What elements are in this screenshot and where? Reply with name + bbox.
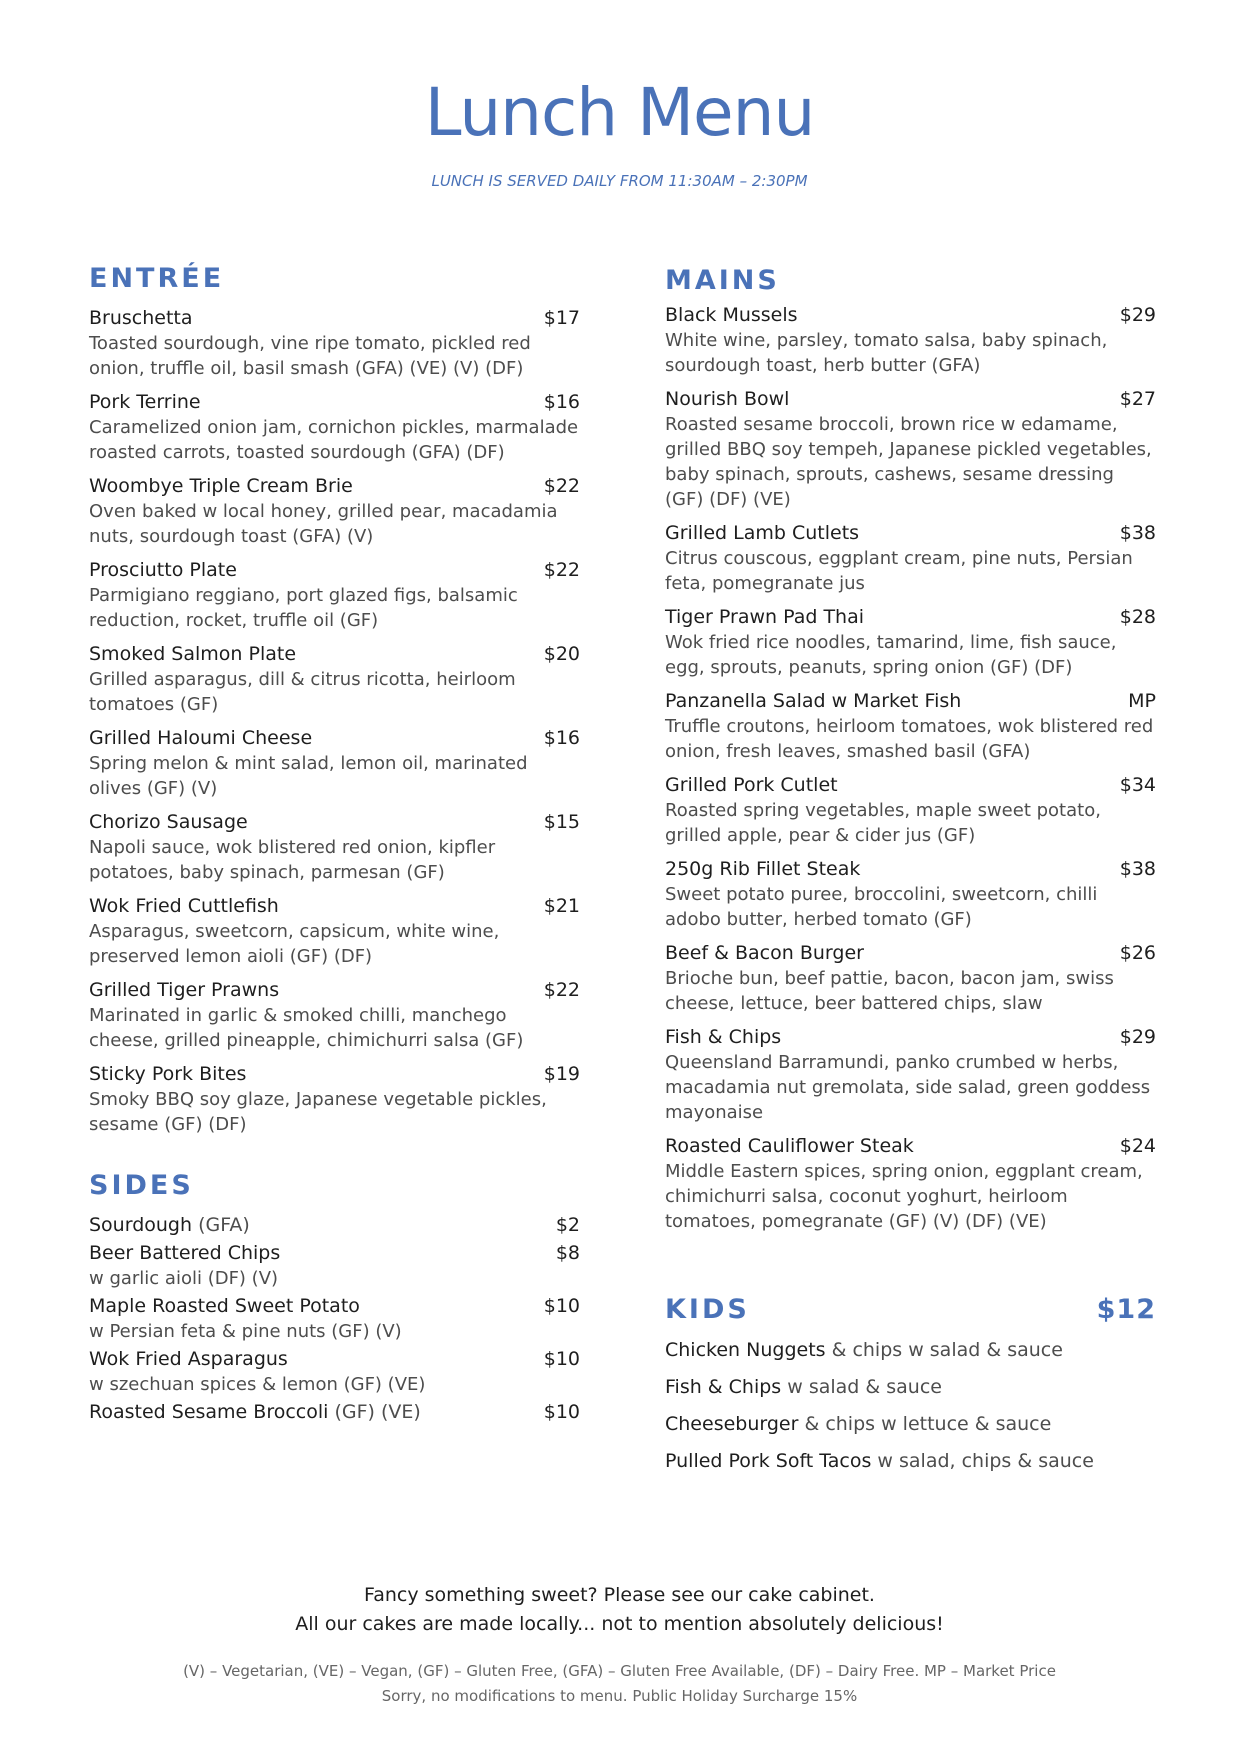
item-name-text: Roasted Sesame Broccoli — [89, 1401, 329, 1423]
item-name — [89, 643, 296, 665]
menu-item-header — [89, 726, 580, 751]
menu-item-header — [665, 303, 1156, 328]
kids-section — [665, 1294, 1156, 1474]
item-description: Grilled asparagus, dill & citrus ricotta, heirloom tomatoes (GF) — [89, 669, 516, 715]
item-name — [665, 858, 860, 880]
item-price: $38 — [1119, 858, 1156, 880]
item-name — [665, 304, 798, 326]
menu-item — [89, 1294, 580, 1344]
item-price: $15 — [543, 811, 580, 833]
item-name-text: Grilled Haloumi Cheese — [89, 727, 313, 749]
item-name-text: Grilled Pork Cutlet — [665, 774, 838, 796]
item-name — [89, 727, 312, 749]
item-description: Queensland Barramundi, panko crumbed w herbs, macadamia nut gremolata, side salad, green goddess mayonaise — [665, 1052, 1151, 1123]
menu-item-header — [665, 605, 1156, 630]
menu-item — [665, 605, 1156, 680]
mains-list — [665, 303, 1156, 1234]
menu-item — [89, 642, 580, 717]
menu-item-header — [89, 474, 580, 499]
item-dietary-tags: (GFA) — [192, 1214, 250, 1236]
item-price: $21 — [543, 895, 580, 917]
menu-item — [89, 894, 580, 969]
mains-section — [665, 265, 1156, 1234]
item-description: Citrus couscous, eggplant cream, pine nuts, Persian feta, pomegranate jus — [665, 548, 1133, 594]
menu-item-header — [89, 642, 580, 667]
sides-list — [89, 1213, 580, 1425]
menu-item-header — [665, 1025, 1156, 1050]
item-price: $10 — [543, 1348, 580, 1370]
menu-item-header — [665, 689, 1156, 714]
item-name-text: Fish & Chips — [665, 1026, 782, 1048]
page-title: Lunch Menu — [424, 74, 815, 151]
menu-item-header — [89, 390, 580, 415]
dietary-legend — [0, 1659, 1239, 1709]
item-name — [665, 1135, 914, 1157]
item-price: $29 — [1119, 1026, 1156, 1048]
entree-section — [89, 263, 580, 1137]
item-description: w szechuan spices & lemon (GF) (VE) — [89, 1374, 426, 1395]
dessert-line-2: All our cakes are made locally... not to mention absolutely delicious! — [295, 1613, 944, 1635]
kids-item-description: & chips w salad & sauce — [825, 1339, 1063, 1361]
kids-item — [665, 1449, 1156, 1474]
menu-item — [89, 474, 580, 549]
kids-title: KIDS — [665, 1294, 750, 1325]
item-name-text: Grilled Tiger Prawns — [89, 979, 280, 1001]
item-name — [89, 895, 279, 917]
item-price: $27 — [1119, 388, 1156, 410]
menu-item — [665, 521, 1156, 596]
kids-heading — [665, 1294, 1156, 1326]
menu-item — [665, 303, 1156, 378]
kids-item-name: Fish & Chips — [665, 1376, 782, 1398]
item-price: $16 — [543, 391, 580, 413]
item-description: Asparagus, sweetcorn, capsicum, white wine, preserved lemon aioli (GF) (DF) — [89, 921, 500, 967]
menu-item — [665, 941, 1156, 1016]
kids-item — [665, 1338, 1156, 1363]
item-name — [665, 774, 838, 796]
item-description: Spring melon & mint salad, lemon oil, marinated olives (GF) (V) — [89, 753, 528, 799]
menu-item — [89, 390, 580, 465]
item-description: Wok fried rice noodles, tamarind, lime, fish sauce, egg, sprouts, peanuts, spring onion (GF) (DF) — [665, 632, 1117, 678]
item-name — [89, 1214, 250, 1236]
item-name-text: Beef & Bacon Burger — [665, 942, 864, 964]
item-price: $24 — [1119, 1135, 1156, 1157]
menu-item — [665, 1134, 1156, 1234]
item-price: $8 — [555, 1242, 580, 1264]
item-name-text: Pork Terrine — [89, 391, 201, 413]
menu-item-header — [89, 1062, 580, 1087]
item-name — [665, 388, 789, 410]
item-name-text: Beer Battered Chips — [89, 1242, 281, 1264]
item-description: Brioche bun, beef pattie, bacon, bacon jam, swiss cheese, lettuce, beer battered chips, slaw — [665, 968, 1114, 1014]
dessert-note — [0, 1581, 1239, 1639]
item-name-text: Panzanella Salad w Market Fish — [665, 690, 962, 712]
menu-item-header — [89, 1241, 580, 1266]
item-name-text: Tiger Prawn Pad Thai — [665, 606, 865, 628]
item-description: Napoli sauce, wok blistered red onion, kipfler potatoes, baby spinach, parmesan (GF) — [89, 837, 496, 883]
menu-item-header — [665, 521, 1156, 546]
kids-item — [665, 1412, 1156, 1437]
item-name — [665, 942, 864, 964]
item-price: $10 — [543, 1295, 580, 1317]
item-price: $22 — [543, 559, 580, 581]
item-price: $20 — [543, 643, 580, 665]
item-description: Roasted spring vegetables, maple sweet potato, grilled apple, pear & cider jus (GF) — [665, 800, 1101, 846]
item-name-text: Maple Roasted Sweet Potato — [89, 1295, 360, 1317]
item-price: $17 — [543, 307, 580, 329]
menu-item — [89, 1213, 580, 1238]
item-price: $22 — [543, 475, 580, 497]
menu-item — [89, 810, 580, 885]
item-price: MP — [1128, 690, 1156, 712]
menu-item-header — [89, 894, 580, 919]
item-name-text: Bruschetta — [89, 307, 193, 329]
menu-item — [665, 773, 1156, 848]
right-column — [665, 263, 1156, 1486]
menu-item — [89, 726, 580, 801]
item-description: Marinated in garlic & smoked chilli, manchego cheese, grilled pineapple, chimichurri salsa (GF) — [89, 1005, 524, 1051]
item-price: $38 — [1119, 522, 1156, 544]
item-price: $19 — [543, 1063, 580, 1085]
menu-item — [665, 1025, 1156, 1125]
item-name-text: 250g Rib Fillet Steak — [665, 858, 861, 880]
menu-item-header — [89, 1294, 580, 1319]
item-name — [89, 1063, 246, 1085]
surcharge-line: Sorry, no modifications to menu. Public Holiday Surcharge 15% — [381, 1687, 858, 1705]
item-name — [89, 1242, 280, 1264]
item-description: Roasted sesame broccoli, brown rice w edamame, grilled BBQ soy tempeh, Japanese pickled vegetables, baby spinach, sprouts, cashews, sesame dressing (GF) (DF) (VE) — [665, 414, 1152, 510]
item-name — [89, 1295, 360, 1317]
entree-list — [89, 306, 580, 1137]
menu-item-header — [665, 773, 1156, 798]
menu-item — [89, 1062, 580, 1137]
item-price: $16 — [543, 727, 580, 749]
item-name — [665, 606, 864, 628]
menu-item — [89, 306, 580, 381]
item-price: $28 — [1119, 606, 1156, 628]
kids-list — [665, 1338, 1156, 1474]
kids-item-description: w salad, chips & sauce — [871, 1450, 1094, 1472]
item-name — [89, 307, 193, 329]
kids-item — [665, 1375, 1156, 1400]
item-dietary-tags: (GF) (VE) — [328, 1401, 421, 1423]
menu-item-header — [89, 1213, 580, 1238]
dessert-line-1: Fancy something sweet? Please see our cake cabinet. — [364, 1584, 875, 1606]
left-column — [89, 263, 580, 1428]
menu-item — [89, 1241, 580, 1291]
menu-item — [89, 1347, 580, 1397]
item-description: Smoky BBQ soy glaze, Japanese vegetable pickles, sesame (GF) (DF) — [89, 1089, 547, 1135]
menu-item — [665, 857, 1156, 932]
item-description: Truffle croutons, heirloom tomatoes, wok blistered red onion, fresh leaves, smashed basil (GFA) — [665, 716, 1154, 762]
menu-item-header — [89, 810, 580, 835]
item-name — [89, 1401, 421, 1423]
item-name — [665, 1026, 781, 1048]
item-name — [89, 979, 279, 1001]
menu-item — [89, 558, 580, 633]
legend-line: (V) – Vegetarian, (VE) – Vegan, (GF) – Gluten Free, (GFA) – Gluten Free Available, (DF) – Dairy Free. MP – Market Price — [183, 1662, 1056, 1680]
menu-item-header — [89, 1400, 580, 1425]
item-price: $10 — [543, 1401, 580, 1423]
item-description: Caramelized onion jam, cornichon pickles, marmalade roasted carrots, toasted sourdough (GFA) (DF) — [89, 417, 579, 463]
item-name — [89, 559, 237, 581]
menu-item-header — [89, 978, 580, 1003]
item-name-text: Nourish Bowl — [665, 388, 790, 410]
item-name-text: Smoked Salmon Plate — [89, 643, 297, 665]
menu-item-header — [665, 941, 1156, 966]
item-price: $26 — [1119, 942, 1156, 964]
kids-item-name: Chicken Nuggets — [665, 1339, 826, 1361]
mains-heading: MAINS — [665, 265, 780, 296]
item-description: Parmigiano reggiano, port glazed figs, balsamic reduction, rocket, truffle oil (GF) — [89, 585, 518, 631]
item-name — [89, 811, 248, 833]
item-description: Middle Eastern spices, spring onion, eggplant cream, chimichurri salsa, coconut yoghurt, heirloom tomatoes, pomegranate (GF) (V) (DF) (VE) — [665, 1161, 1143, 1232]
menu-item — [665, 689, 1156, 764]
kids-item-name: Cheeseburger — [665, 1413, 799, 1435]
menu-item — [89, 1400, 580, 1425]
kids-item-description: w salad & sauce — [781, 1376, 942, 1398]
item-name-text: Prosciutto Plate — [89, 559, 237, 581]
item-price: $22 — [543, 979, 580, 1001]
item-name-text: Wok Fried Cuttlefish — [89, 895, 279, 917]
menu-item — [89, 978, 580, 1053]
menu-item-header — [89, 306, 580, 331]
item-name-text: Sticky Pork Bites — [89, 1063, 247, 1085]
item-price: $2 — [555, 1214, 580, 1236]
service-hours: LUNCH IS SERVED DAILY FROM 11:30AM – 2:30PM — [431, 172, 808, 190]
menu-item-header — [89, 558, 580, 583]
menu-item-header — [665, 857, 1156, 882]
item-name — [665, 690, 961, 712]
item-name — [89, 391, 201, 413]
item-name — [665, 522, 859, 544]
kids-item-description: & chips w lettuce & sauce — [798, 1413, 1052, 1435]
item-description: Sweet potato puree, broccolini, sweetcorn, chilli adobo butter, herbed tomato (GF) — [665, 884, 1098, 930]
item-name-text: Woombye Triple Cream Brie — [89, 475, 353, 497]
item-description: Toasted sourdough, vine ripe tomato, pickled red onion, truffle oil, basil smash (GFA) (VE) (V) (DF) — [89, 333, 531, 379]
entree-heading: ENTRÉE — [89, 263, 225, 294]
item-description: w garlic aioli (DF) (V) — [89, 1268, 279, 1289]
item-name-text: Chorizo Sausage — [89, 811, 248, 833]
item-name-text: Black Mussels — [665, 304, 798, 326]
item-description: White wine, parsley, tomato salsa, baby spinach, sourdough toast, herb butter (GFA) — [665, 330, 1108, 376]
menu-item — [665, 387, 1156, 512]
item-name-text: Wok Fried Asparagus — [89, 1348, 288, 1370]
item-description: Oven baked w local honey, grilled pear, macadamia nuts, sourdough toast (GFA) (V) — [89, 501, 558, 547]
sides-heading: SIDES — [89, 1170, 194, 1201]
item-description: w Persian feta & pine nuts (GF) (V) — [89, 1321, 402, 1342]
kids-price: $12 — [1096, 1294, 1156, 1325]
menu-item-header — [665, 1134, 1156, 1159]
menu-item-header — [89, 1347, 580, 1372]
item-name-text: Sourdough — [89, 1214, 193, 1236]
menu-item-header — [665, 387, 1156, 412]
sides-section — [89, 1170, 580, 1425]
item-name — [89, 475, 353, 497]
item-price: $34 — [1119, 774, 1156, 796]
item-name-text: Roasted Cauliflower Steak — [665, 1135, 914, 1157]
item-name-text: Grilled Lamb Cutlets — [665, 522, 860, 544]
item-price: $29 — [1119, 304, 1156, 326]
item-name — [89, 1348, 288, 1370]
kids-item-name: Pulled Pork Soft Tacos — [665, 1450, 872, 1472]
